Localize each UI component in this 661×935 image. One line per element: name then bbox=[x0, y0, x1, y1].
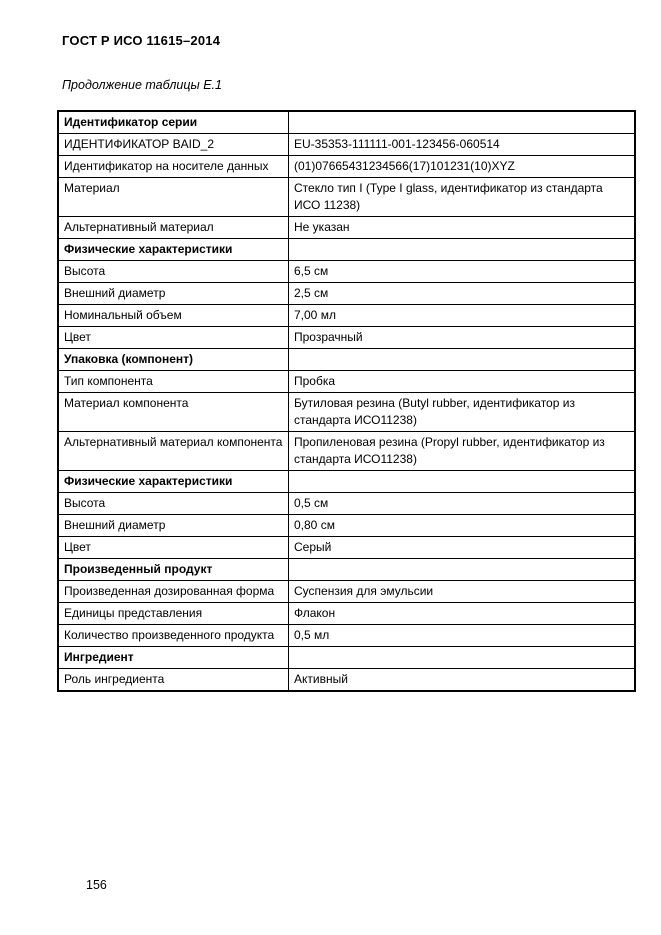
param-cell: Физические характеристики bbox=[58, 471, 289, 493]
value-cell: Не указан bbox=[289, 217, 636, 239]
table-row bbox=[58, 371, 635, 393]
value-cell: 7,00 мл bbox=[289, 305, 636, 327]
param-cell: Высота bbox=[58, 493, 289, 515]
param-cell: Цвет bbox=[58, 537, 289, 559]
value-cell: 0,80 см bbox=[289, 515, 636, 537]
param-cell: Роль ингредиента bbox=[58, 669, 289, 692]
value-cell: 0,5 см bbox=[289, 493, 636, 515]
table-row bbox=[58, 305, 635, 327]
param-cell: Тип компонента bbox=[58, 371, 289, 393]
value-cell bbox=[289, 111, 636, 134]
table-row bbox=[58, 178, 635, 217]
param-cell: Высота bbox=[58, 261, 289, 283]
param-cell: Идентификатор серии bbox=[58, 111, 289, 134]
section-header-row bbox=[58, 471, 635, 493]
param-cell: Физические характеристики bbox=[58, 239, 289, 261]
value-cell: Флакон bbox=[289, 603, 636, 625]
value-cell: (01)07665431234566(17)101231(10)XYZ bbox=[289, 156, 636, 178]
table-row bbox=[58, 134, 635, 156]
table-row bbox=[58, 603, 635, 625]
value-cell bbox=[289, 559, 636, 581]
value-cell: EU-35353-111111-001-123456-060514 bbox=[289, 134, 636, 156]
spec-table bbox=[57, 110, 636, 692]
value-cell: Стекло тип I (Type I glass, идентификатор из стандарта ИСО 11238) bbox=[289, 178, 636, 217]
param-cell: Материал bbox=[58, 178, 289, 217]
table-row bbox=[58, 537, 635, 559]
param-cell: Идентификатор на носителе данных bbox=[58, 156, 289, 178]
param-cell: ИДЕНТИФИКАТОР BAID_2 bbox=[58, 134, 289, 156]
section-header-row bbox=[58, 349, 635, 371]
table-row bbox=[58, 393, 635, 432]
param-cell: Ингредиент bbox=[58, 647, 289, 669]
param-cell: Внешний диаметр bbox=[58, 515, 289, 537]
value-cell: Прозрачный bbox=[289, 327, 636, 349]
section-header-row bbox=[58, 647, 635, 669]
value-cell: Активный bbox=[289, 669, 636, 692]
section-header-row bbox=[58, 111, 635, 134]
param-cell: Альтернативный материал bbox=[58, 217, 289, 239]
table-body bbox=[58, 111, 635, 691]
value-cell bbox=[289, 349, 636, 371]
value-cell: 2,5 см bbox=[289, 283, 636, 305]
table-row bbox=[58, 625, 635, 647]
value-cell bbox=[289, 647, 636, 669]
table-row bbox=[58, 515, 635, 537]
param-cell: Внешний диаметр bbox=[58, 283, 289, 305]
param-cell: Произведенная дозированная форма bbox=[58, 581, 289, 603]
value-cell: Пропиленовая резина (Propyl rubber, идентификатор из стандарта ИСО11238) bbox=[289, 432, 636, 471]
value-cell: 0,5 мл bbox=[289, 625, 636, 647]
param-cell: Единицы представления bbox=[58, 603, 289, 625]
section-header-row bbox=[58, 239, 635, 261]
table-row bbox=[58, 156, 635, 178]
value-cell: Суспензия для эмульсии bbox=[289, 581, 636, 603]
param-cell: Альтернативный материал компонента bbox=[58, 432, 289, 471]
value-cell: Бутиловая резина (Butyl rubber, идентификатор из стандарта ИСО11238) bbox=[289, 393, 636, 432]
param-cell: Материал компонента bbox=[58, 393, 289, 432]
table-row bbox=[58, 261, 635, 283]
table-row bbox=[58, 493, 635, 515]
value-cell bbox=[289, 471, 636, 493]
table-row bbox=[58, 432, 635, 471]
page-number: 156 bbox=[86, 878, 107, 892]
table-row bbox=[58, 217, 635, 239]
document-header: ГОСТ Р ИСО 11615–2014 bbox=[62, 33, 221, 48]
table-row bbox=[58, 283, 635, 305]
table-row bbox=[58, 669, 635, 692]
table-row bbox=[58, 581, 635, 603]
section-header-row bbox=[58, 559, 635, 581]
param-cell: Цвет bbox=[58, 327, 289, 349]
table-caption: Продолжение таблицы E.1 bbox=[62, 78, 222, 92]
table-row bbox=[58, 327, 635, 349]
value-cell: Пробка bbox=[289, 371, 636, 393]
value-cell: 6,5 см bbox=[289, 261, 636, 283]
value-cell bbox=[289, 239, 636, 261]
value-cell: Серый bbox=[289, 537, 636, 559]
param-cell: Произведенный продукт bbox=[58, 559, 289, 581]
param-cell: Номинальный объем bbox=[58, 305, 289, 327]
param-cell: Упаковка (компонент) bbox=[58, 349, 289, 371]
param-cell: Количество произведенного продукта bbox=[58, 625, 289, 647]
